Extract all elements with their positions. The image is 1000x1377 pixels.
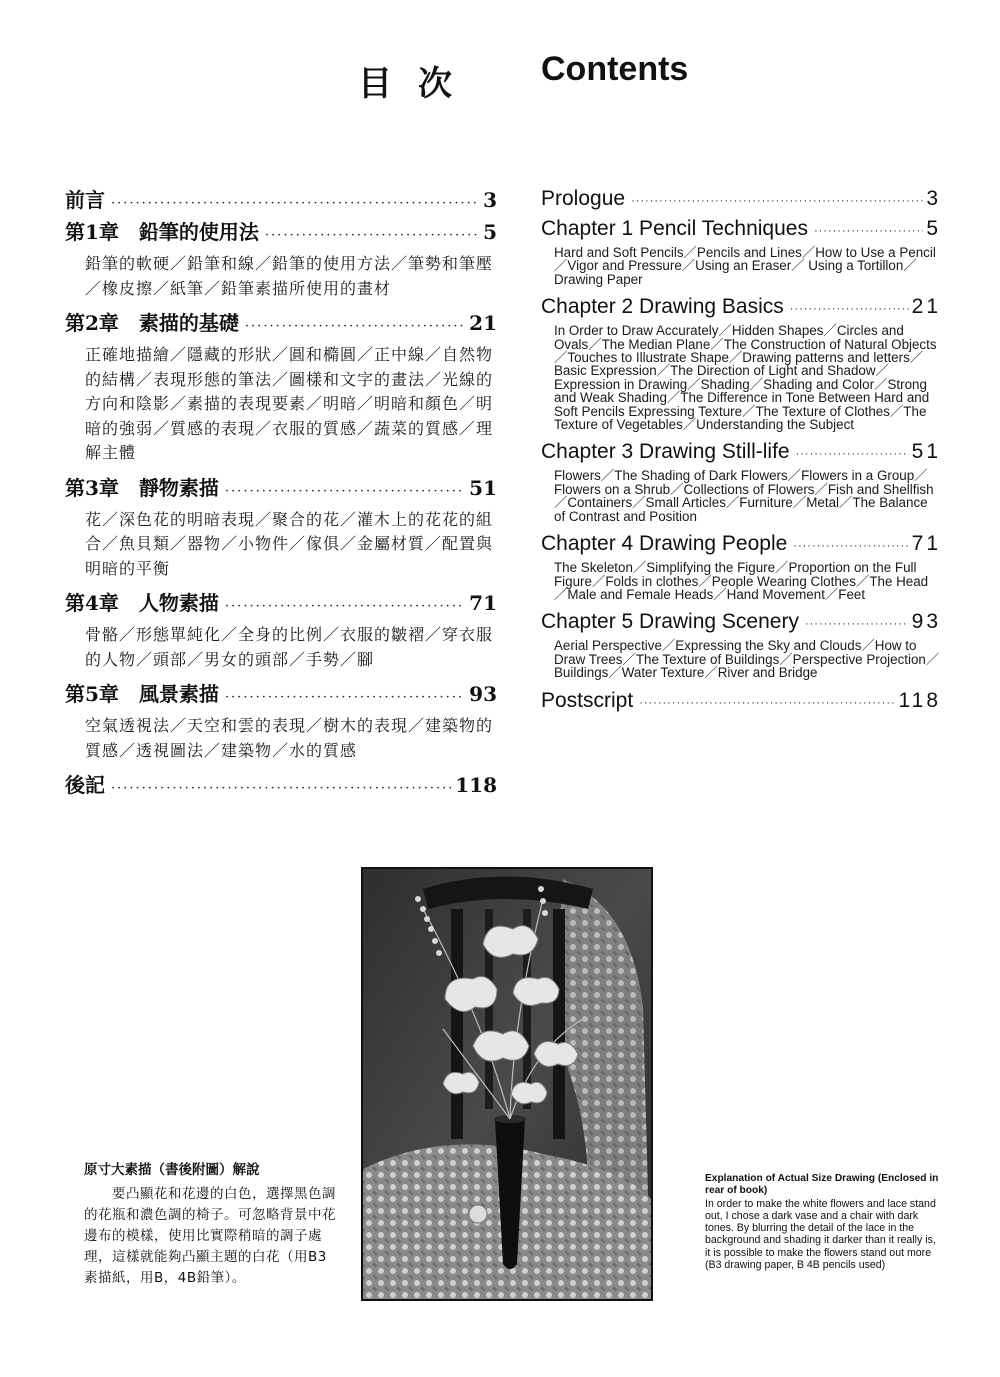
toc-zh-chapter-3[interactable] xyxy=(65,474,497,502)
toc-zh-chapter-number: 第2章 xyxy=(65,311,119,335)
toc-zh-desc: 鉛筆的軟硬／鉛筆和線／鉛筆的使用方法／筆勢和筆壓／橡皮擦／紙筆／鉛筆素描所使用的畫材 xyxy=(85,254,494,298)
still-life-drawing xyxy=(361,867,653,1301)
toc-leader-dots xyxy=(814,226,923,237)
toc-en-desc: Aerial Perspective／Expressing the Sky and Clouds／How to Draw Trees／The Texture of Buildings／Perspective Projection／Buildings／Water Texture／River and Bridge xyxy=(554,638,940,681)
toc-zh-page: 21 xyxy=(469,311,497,335)
toc-leader-dots xyxy=(265,229,479,242)
toc-zh-page: 3 xyxy=(483,188,497,212)
toc-en-page: 5 xyxy=(926,217,941,240)
toc-en-label: Chapter 4 Drawing People xyxy=(541,532,788,556)
toc-leader-dots xyxy=(111,782,451,795)
toc-en-page: 51 xyxy=(911,440,941,464)
note-zh xyxy=(84,1158,338,1289)
toc-en-desc: The Skeleton／Simplifying the Figure／Proportion on the Full Figure／Folds in clothes／People Wearing Clothes／The Head／Male and Female Heads／Hand Movement／Feet xyxy=(554,560,929,602)
toc-zh-page: 71 xyxy=(469,591,497,615)
toc-en-label: Chapter 1 Pencil Techniques xyxy=(541,217,808,240)
toc-zh-chapter-4[interactable] xyxy=(65,589,497,617)
toc-zh-label: 後記 xyxy=(65,773,105,797)
toc-en-chapter-5[interactable] xyxy=(541,609,941,635)
toc-leader-dots xyxy=(805,619,909,630)
toc-zh-chapter-1[interactable] xyxy=(65,218,497,246)
toc-en-chapter-3[interactable] xyxy=(541,439,941,465)
toc-leader-dots xyxy=(225,691,465,704)
toc-en-desc: Flowers／The Shading of Dark Flowers／Flowers in a Group／Flowers on a Shrub／Collections of Flowers／Fish and Shellfish／Containers／Small Articles／Furniture／Metal／The Balance of Contrast and Position xyxy=(554,468,934,524)
toc-leader-dots xyxy=(796,449,909,460)
toc-en-chapter-4[interactable] xyxy=(541,531,941,557)
page-title-en: Contents xyxy=(541,50,689,88)
toc-zh-desc: 空氣透視法／天空和雲的表現／樹木的表現／建築物的質感／透視圖法／建築物／水的質感 xyxy=(85,716,494,760)
toc-leader-dots xyxy=(790,304,909,315)
note-zh-body: 要凸顯花和花邊的白色，選擇黑色調的花瓶和濃色調的椅子。可忽略背景中花邊布的模樣，使用比實際稍暗的調子處理，這樣就能夠凸顯主題的白花（用B3素描紙，用B，4B鉛筆）。 xyxy=(84,1186,336,1286)
flower-vase-illustration xyxy=(363,869,651,1299)
toc-en-page: 93 xyxy=(911,610,941,634)
toc-zh-desc: 正確地描繪／隱藏的形狀／圓和橢圓／正中線／自然物的結構／表現形態的筆法／圖樣和文字的畫法／光線的方向和陰影／素描的表現要素／明暗／明暗和顏色／明暗的強弱／質感的表現／衣服的質感／蔬菜的質感／理解主體 xyxy=(85,345,494,462)
toc-en-page: 21 xyxy=(911,295,941,319)
toc-en-label: Chapter 2 Drawing Basics xyxy=(541,295,784,319)
toc-zh-page: 93 xyxy=(469,682,497,706)
toc-zh-chapter-number: 第5章 xyxy=(65,682,119,706)
toc-zh-label: 靜物素描 xyxy=(138,475,219,500)
toc-leader-dots xyxy=(225,485,465,498)
toc-zh-page: 51 xyxy=(469,475,497,500)
toc-en-label: Prologue xyxy=(541,187,626,210)
toc-leader-dots xyxy=(111,197,479,210)
toc-en-label: Chapter 3 Drawing Still-life xyxy=(541,440,790,464)
toc-zh-label: 前言 xyxy=(65,188,105,212)
toc-leader-dots xyxy=(793,541,908,552)
toc-zh-page: 5 xyxy=(483,220,497,244)
toc-zh-prologue[interactable] xyxy=(65,186,497,214)
note-en-body: In order to make the white flowers and lace stand out, I chose a dark vase and a chair with dark tones. By blurring the detail of the lace in the background and shading it darker than it really is, it is possible to make the flowers stand out more (B3 drawing paper, B 4B pencils used) xyxy=(705,1197,936,1272)
toc-zh-desc: 骨骼／形態單純化／全身的比例／衣服的皺褶／穿衣服的人物／頭部／男女的頭部／手勢／腳 xyxy=(85,625,494,669)
toc-zh-label: 素描的基礎 xyxy=(138,311,239,335)
toc-leader-dots xyxy=(639,698,895,709)
toc-zh-chapter-5[interactable] xyxy=(65,680,497,708)
toc-zh-page: 118 xyxy=(455,773,497,797)
toc-zh xyxy=(65,186,497,799)
note-zh-heading: 原寸大素描（書後附圖）解說 xyxy=(84,1162,260,1178)
toc-leader-dots xyxy=(245,320,465,333)
toc-en-label: Chapter 5 Drawing Scenery xyxy=(541,610,799,634)
toc-en-page: 71 xyxy=(911,532,941,556)
toc-en-desc: Hard and Soft Pencils／Pencils and Lines／How to Use a Pencil／Vigor and Pressure／Using an Eraser／ Using a Tortillon／Drawing Paper xyxy=(554,245,936,287)
toc-zh-label: 風景素描 xyxy=(138,682,219,706)
toc-en-page: 118 xyxy=(898,688,941,712)
toc-zh-chapter-number: 第1章 xyxy=(65,220,119,244)
toc-zh-chapter-2[interactable] xyxy=(65,309,497,337)
toc-zh-postscript[interactable] xyxy=(65,771,497,799)
toc-en-chapter-1[interactable] xyxy=(541,216,941,242)
page-title-zh: 目次 xyxy=(358,64,478,104)
toc-leader-dots xyxy=(225,600,465,613)
toc-zh-chapter-number: 第3章 xyxy=(65,475,119,500)
toc-zh-desc: 花／深色花的明暗表現／聚合的花／灌木上的花花的組合／魚貝類／器物／小物件／傢俱／金屬材質／配置與明暗的平衡 xyxy=(85,509,494,578)
toc-en-page: 3 xyxy=(926,187,941,210)
toc-zh-chapter-number: 第4章 xyxy=(65,591,119,615)
toc-zh-label: 鉛筆的使用法 xyxy=(138,220,259,244)
note-en xyxy=(705,1173,941,1271)
note-en-heading: Explanation of Actual Size Drawing (Enclosed in rear of book) xyxy=(705,1173,939,1197)
toc-zh-label: 人物素描 xyxy=(138,591,219,615)
toc-en xyxy=(541,186,941,714)
toc-en-desc: In Order to Draw Accurately／Hidden Shapes／Circles and Ovals／The Median Plane／The Construction of Natural Objects／Touches to Illustrate Shape／Drawing patterns and letters／Basic Expression／The Direction of Light and Shadow／Expression in Drawing／Shading／Shading and Color／Strong and Weak Shading／The Difference in Tone Between Hard and Soft Pencils Expressing Texture／The Texture of Clothes／The Texture of Vegetables／Understanding the Subject xyxy=(554,323,937,433)
toc-en-postscript[interactable] xyxy=(541,688,941,714)
toc-en-label: Postscript xyxy=(541,688,634,712)
toc-en-prologue[interactable] xyxy=(541,186,941,212)
toc-en-chapter-2[interactable] xyxy=(541,294,941,320)
toc-leader-dots xyxy=(631,196,923,207)
